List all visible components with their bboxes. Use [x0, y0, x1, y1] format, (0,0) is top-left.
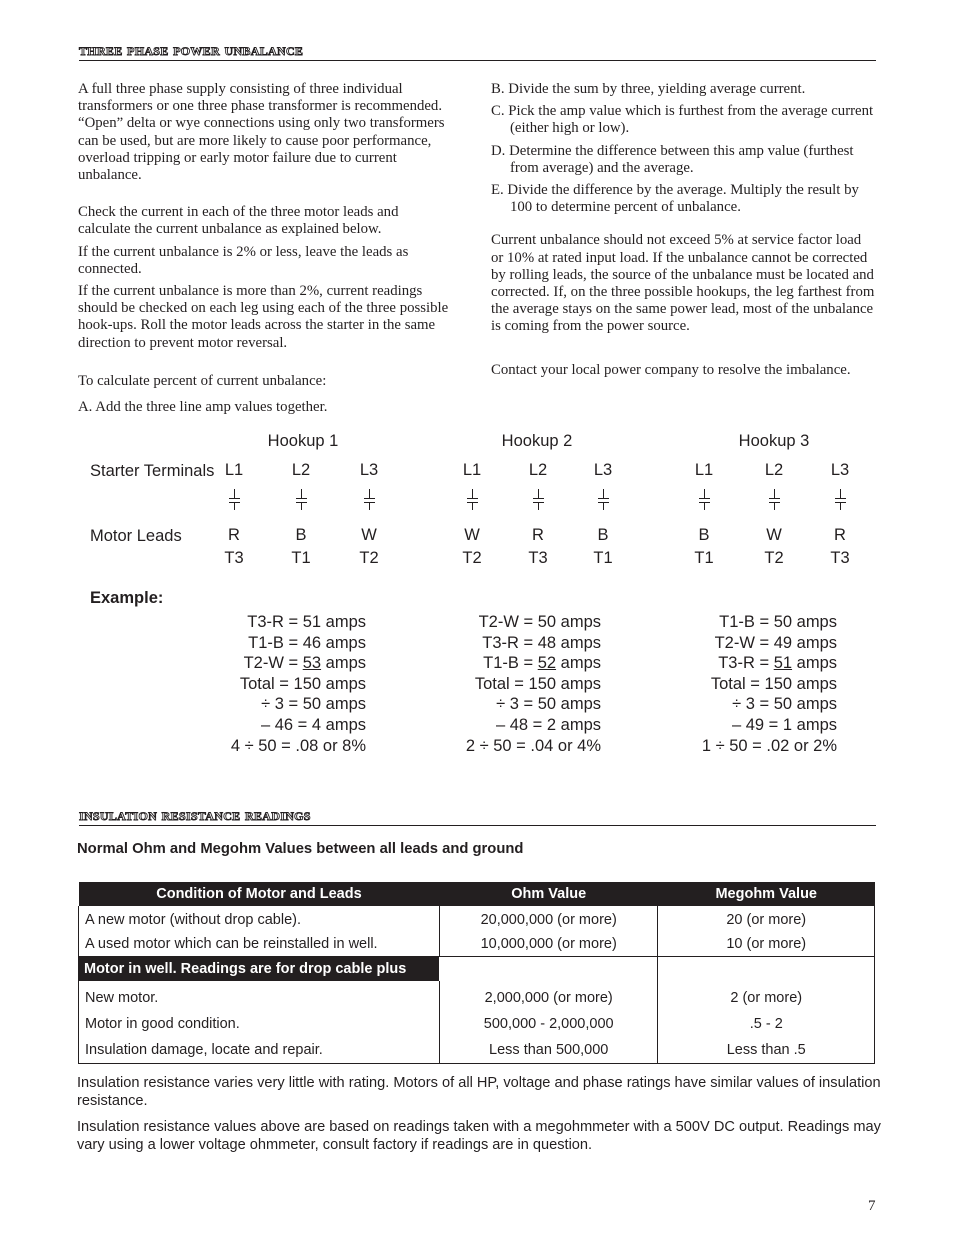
step-b: B. Divide the sum by three, yielding average current. [491, 81, 806, 97]
example-label: Example: [90, 589, 164, 607]
t-number: T2 [359, 549, 379, 567]
column-header: Ohm Value [439, 882, 658, 906]
t-number: T1 [291, 549, 311, 567]
starter-terminal: L2 [764, 461, 784, 479]
paragraph: If the current unbalance is 2% or less, leave the leads as connected. [78, 243, 409, 277]
insulation-table [78, 882, 875, 1064]
table-row [79, 1011, 875, 1037]
t-number: T2 [764, 549, 784, 567]
section-divider [79, 825, 876, 826]
motor-lead: R [834, 526, 846, 544]
hookup-title: Hookup 2 [501, 432, 573, 450]
megohm-cell: .5 - 2 [658, 1011, 875, 1037]
paragraph: A. Add the three line amp values together. [78, 399, 328, 416]
calc-line: – 48 = 2 amps [495, 715, 601, 734]
calc-line: T2-W = 50 amps [478, 613, 601, 631]
t-number: T3 [528, 549, 548, 567]
ohm-cell: 500,000 - 2,000,000 [439, 1011, 658, 1037]
calc-line: T2-W = 49 amps [714, 633, 837, 652]
starter-terminal: L1 [462, 461, 482, 479]
starter-terminals-label: Starter Terminals [90, 462, 215, 480]
example-calculation [166, 612, 366, 756]
starter-terminal: L2 [291, 461, 311, 479]
starter-terminal: L1 [224, 461, 244, 479]
connector-symbol [296, 489, 307, 509]
paragraph: Current unbalance should not exceed 5% at service factor load or 10% at rated input load. If the unbalance cannot be corrected by rolling leads, the source of the unbalance must be located and corrected. If, on the three possible hookups, the leg farthest from the average stays on the same power lead, most of the unbalance is coming from the power source. [491, 232, 875, 335]
step-c: C. Pick the amp value which is furthest from the average current (either high or low). [491, 103, 874, 137]
ohm-cell: 2,000,000 (or more) [439, 981, 658, 1011]
calc-line: ÷ 3 = 50 amps [496, 695, 601, 714]
motor-lead: R [228, 526, 240, 544]
calc-line: – 46 = 4 amps [260, 715, 366, 734]
starter-terminal: L3 [359, 461, 379, 479]
table-row [79, 981, 875, 1011]
motor-lead: W [361, 526, 377, 544]
table-row [79, 906, 875, 932]
connector-symbol [533, 489, 544, 509]
connector-symbol [699, 489, 710, 509]
table-row [79, 932, 875, 957]
starter-terminal: L2 [528, 461, 548, 479]
motor-lead: B [295, 526, 307, 544]
table-subtitle: Normal Ohm and Megohm Values between all leads and ground [77, 841, 524, 857]
condition-cell: New motor. [79, 981, 440, 1011]
connector-symbol [467, 489, 478, 509]
motor-lead: W [464, 526, 480, 544]
calc-line: 1 ÷ 50 = .02 or 2% [701, 736, 837, 755]
connector-symbol [364, 489, 375, 509]
hookup-title: Hookup 1 [267, 432, 339, 450]
section-divider [79, 60, 876, 61]
step-d: D. Determine the difference between this amp value (furthest from average) and the average. [491, 142, 854, 176]
group-header-cell: Motor in well. Readings are for drop cable plus [79, 957, 440, 982]
calc-line: ÷ 3 = 50 amps [732, 695, 837, 714]
page-number: 7 [868, 1198, 876, 1214]
section-title-insulation: insulation resistance readings [79, 805, 311, 824]
megohm-cell: 20 (or more) [658, 906, 875, 932]
calc-line: 2 ÷ 50 = .04 or 4% [465, 736, 601, 755]
ohm-cell: 10,000,000 (or more) [439, 932, 658, 957]
note-paragraph: Insulation resistance values above are based on readings taken with a megohmmeter with a 500V DC output. Readings may vary using a lower voltage ohmmeter, consult factory if readings are in question. [77, 1119, 881, 1153]
motor-lead: R [532, 526, 544, 544]
calc-line: Total = 150 amps [239, 674, 366, 693]
column-header: Megohm Value [658, 882, 875, 906]
motor-lead: W [766, 526, 782, 544]
example-calculation [637, 612, 837, 756]
starter-terminal: L1 [694, 461, 714, 479]
paragraph: Contact your local power company to resolve the imbalance. [491, 361, 851, 378]
motor-lead: B [597, 526, 609, 544]
calc-line: T1-B = 52 amps [483, 654, 601, 673]
table-header-row [79, 882, 875, 906]
connector-symbol [769, 489, 780, 509]
t-number: T3 [830, 549, 850, 567]
table-row [79, 1037, 875, 1064]
table-group-row [79, 957, 875, 982]
example-calculation [401, 612, 601, 756]
calc-line: T3-R = 51 amps [247, 613, 366, 631]
megohm-cell: 10 (or more) [658, 932, 875, 957]
step-e: E. Divide the difference by the average. Multiply the result by 100 to determine percent of unbalance. [491, 182, 859, 216]
calc-line: T3-R = 48 amps [482, 633, 601, 652]
column-header: Condition of Motor and Leads [79, 882, 440, 906]
calc-line: T2-W = 53 amps [243, 654, 366, 673]
connector-symbol [598, 489, 609, 509]
t-number: T3 [224, 549, 244, 567]
condition-cell: Motor in good condition. [79, 1011, 440, 1037]
megohm-cell: 2 (or more) [658, 981, 875, 1011]
starter-terminal: L3 [593, 461, 613, 479]
calc-line: – 49 = 1 amps [731, 715, 837, 734]
calc-line: 4 ÷ 50 = .08 or 8% [230, 736, 366, 755]
calc-line: T1-B = 46 amps [248, 633, 366, 652]
calc-line: T3-R = 51 amps [718, 654, 837, 673]
calc-line: Total = 150 amps [710, 674, 837, 693]
connector-symbol [229, 489, 240, 509]
ohm-cell: 20,000,000 (or more) [439, 906, 658, 932]
megohm-cell: Less than .5 [658, 1037, 875, 1064]
paragraph: To calculate percent of current unbalance: [78, 372, 327, 389]
condition-cell: A new motor (without drop cable). [79, 906, 440, 932]
section-title-three-phase: three phase power unbalance [79, 40, 304, 59]
right-column [491, 81, 877, 379]
ohm-cell: Less than 500,000 [439, 1037, 658, 1064]
motor-lead: B [698, 526, 710, 544]
calc-line: T1-B = 50 amps [719, 613, 837, 631]
t-number: T2 [462, 549, 482, 567]
calc-line: Total = 150 amps [474, 674, 601, 693]
paragraph: If the current unbalance is more than 2%, current readings should be checked on each leg using each of the three possible hook-ups. Roll the motor leads across the starter in the same direction to prevent motor reversal. [78, 283, 449, 351]
condition-cell: A used motor which can be reinstalled in well. [79, 932, 440, 957]
starter-terminal: L3 [830, 461, 850, 479]
t-number: T1 [694, 549, 714, 567]
condition-cell: Insulation damage, locate and repair. [79, 1037, 440, 1064]
motor-leads-label: Motor Leads [90, 527, 182, 545]
connector-symbol [835, 489, 846, 509]
t-number: T1 [593, 549, 613, 567]
hookup-title: Hookup 3 [738, 432, 810, 450]
note-paragraph: Insulation resistance varies very little with rating. Motors of all HP, voltage and phase ratings have similar values of insulation resistance. [77, 1075, 881, 1109]
paragraph: A full three phase supply consisting of three individual transformers or one three phase transformer is recommended. “Open” delta or wye connections using only two transformers can be used, but are more likely to cause poor performance, overload tripping or early motor failure due to current unbalance. [78, 81, 445, 184]
paragraph: Check the current in each of the three motor leads and calculate the current unbalance as explained below. [78, 204, 399, 238]
left-column [78, 81, 454, 416]
calc-line: ÷ 3 = 50 amps [261, 695, 366, 714]
